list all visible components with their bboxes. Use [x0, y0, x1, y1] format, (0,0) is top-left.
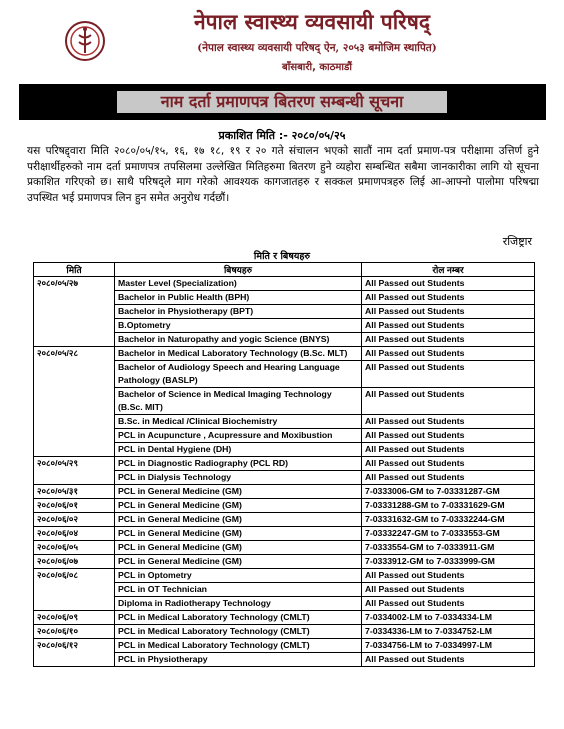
- subject-cell: PCL in General Medicine (GM): [115, 555, 362, 569]
- roll-number-cell: All Passed out Students: [362, 361, 535, 388]
- organization-location: बाँसबारी, काठमाडौं: [282, 62, 352, 73]
- date-cell: [34, 429, 115, 443]
- roll-number-cell: All Passed out Students: [362, 415, 535, 429]
- subject-cell: PCL in General Medicine (GM): [115, 485, 362, 499]
- date-cell: २०८०/०६/०२: [34, 513, 115, 527]
- roll-number-cell: All Passed out Students: [362, 333, 535, 347]
- subject-cell: Diploma in Radiotherapy Technology: [115, 597, 362, 611]
- subject-cell: Bachelor in Physiotherapy (BPT): [115, 305, 362, 319]
- roll-number-cell: All Passed out Students: [362, 291, 535, 305]
- date-cell: [34, 583, 115, 597]
- table-row: [34, 429, 535, 443]
- date-cell: [34, 319, 115, 333]
- date-cell: २०८०/०६/०१: [34, 499, 115, 513]
- date-cell: २०८०/०६/०९: [34, 611, 115, 625]
- header-date: मिति: [34, 263, 115, 277]
- roll-number-cell: 7-0333912-GM to 7-0333999-GM: [362, 555, 535, 569]
- subject-cell: Bachelor in Public Health (BPH): [115, 291, 362, 305]
- table-row: [34, 347, 535, 361]
- subject-cell: B.Optometry: [115, 319, 362, 333]
- date-cell: २०८०/०६/०५: [34, 541, 115, 555]
- subject-cell: PCL in Dialysis Technology: [115, 471, 362, 485]
- header-subject: बिषयहरु: [115, 263, 362, 277]
- roll-number-cell: All Passed out Students: [362, 471, 535, 485]
- table-row: [34, 583, 535, 597]
- table-row: [34, 555, 535, 569]
- subject-cell: Bachelor of Science in Medical Imaging Technology (B.Sc. MIT): [115, 388, 362, 415]
- roll-number-cell: All Passed out Students: [362, 457, 535, 471]
- roll-number-cell: All Passed out Students: [362, 277, 535, 291]
- distribution-table: [33, 262, 535, 667]
- subject-cell: PCL in Medical Laboratory Technology (CMLT): [115, 639, 362, 653]
- table-row: [34, 639, 535, 653]
- roll-number-cell: 7-0333006-GM to 7-03331287-GM: [362, 485, 535, 499]
- subject-cell: PCL in Medical Laboratory Technology (CMLT): [115, 611, 362, 625]
- date-cell: [34, 361, 115, 388]
- organization-name: नेपाल स्वास्थ्य व्यवसायी परिषद्: [193, 9, 431, 34]
- table-row: [34, 457, 535, 471]
- subject-cell: PCL in OT Technician: [115, 583, 362, 597]
- roll-number-cell: 7-0333554-GM to 7-0333911-GM: [362, 541, 535, 555]
- subject-cell: Bachelor in Naturopathy and yogic Science (BNYS): [115, 333, 362, 347]
- table-caption: मिति र बिषयहरु: [253, 251, 311, 262]
- roll-number-cell: All Passed out Students: [362, 569, 535, 583]
- roll-number-cell: 7-0334336-LM to 7-0334752-LM: [362, 625, 535, 639]
- subject-cell: B.Sc. in Medical /Clinical Biochemistry: [115, 415, 362, 429]
- subject-cell: Bachelor of Audiology Speech and Hearing Language Pathology (BASLP): [115, 361, 362, 388]
- date-cell: २०८०/०५/२८: [34, 347, 115, 361]
- date-cell: [34, 471, 115, 485]
- table-row: [34, 527, 535, 541]
- date-cell: [34, 388, 115, 415]
- roll-number-cell: All Passed out Students: [362, 319, 535, 333]
- table-row: [34, 569, 535, 583]
- date-cell: [34, 415, 115, 429]
- date-cell: [34, 291, 115, 305]
- published-date: प्रकाशित मिति :- २०८०/०५/२५: [218, 129, 346, 142]
- roll-number-cell: All Passed out Students: [362, 583, 535, 597]
- date-cell: २०८०/०६/१०: [34, 625, 115, 639]
- subject-cell: PCL in General Medicine (GM): [115, 499, 362, 513]
- date-cell: [34, 653, 115, 667]
- roll-number-cell: 7-0334002-LM to 7-0334334-LM: [362, 611, 535, 625]
- subject-cell: Master Level (Specialization): [115, 277, 362, 291]
- subject-cell: PCL in Medical Laboratory Technology (CMLT): [115, 625, 362, 639]
- roll-number-cell: All Passed out Students: [362, 597, 535, 611]
- roll-number-cell: All Passed out Students: [362, 653, 535, 667]
- roll-number-cell: All Passed out Students: [362, 388, 535, 415]
- roll-number-cell: All Passed out Students: [362, 429, 535, 443]
- table-row: [34, 611, 535, 625]
- organization-subtitle: (नेपाल स्वास्थ्य व्यवसायी परिषद् ऐन, २०५३ बमोजिम स्थापित): [197, 42, 437, 54]
- date-cell: २०८०/०५/२७: [34, 277, 115, 291]
- roll-number-cell: 7-03331288-GM to 7-03331629-GM: [362, 499, 535, 513]
- table-row: [34, 499, 535, 513]
- date-cell: २०८०/०५/३१: [34, 485, 115, 499]
- table-row: [34, 415, 535, 429]
- table-row: [34, 597, 535, 611]
- table-row: [34, 305, 535, 319]
- table-header-row: [34, 263, 535, 277]
- subject-cell: PCL in General Medicine (GM): [115, 541, 362, 555]
- subject-cell: PCL in Optometry: [115, 569, 362, 583]
- table-row: [34, 443, 535, 457]
- notice-paragraph: यस परिषद्द्वारा मिति २०८०/०५/१५, १६, १७ १८, १९ र २० गते संचालन भएको सातौं नाम दर्ता प्रमाण-पत्र परीक्षामा उत्तिर्ण हुने परीक्षार्थीहरुको नाम दर्ता प्रमाणपत्र तपसिलमा उल्लेखित मितिहरुमा बितरण हुने व्यहोरा सम्बन्धित सबैमा जानकारीका लागि यो सूचना प्रकाशित गरिएको छ। साथै परिषद्ले माग गरेको आवश्यक कागजातहरु र सक्कल प्रमाणपत्रहरु लिई आ-आफ्नो पालोमा परिषद्मा उपस्थित भई प्रमाणपत्र लिन हुन समेत अनुरोध गर्दछौं।: [27, 145, 539, 204]
- roll-number-cell: All Passed out Students: [362, 443, 535, 457]
- date-cell: २०८०/०६/०४: [34, 527, 115, 541]
- date-cell: [34, 305, 115, 319]
- roll-number-cell: All Passed out Students: [362, 347, 535, 361]
- roll-number-cell: 7-03332247-GM to 7-0333553-GM: [362, 527, 535, 541]
- date-cell: [34, 597, 115, 611]
- roll-number-cell: 7-0334756-LM to 7-0334997-LM: [362, 639, 535, 653]
- table-row: [34, 361, 535, 388]
- notice-title: नाम दर्ता प्रमाणपत्र बितरण सम्बन्धी सूचना: [117, 91, 447, 113]
- table-row: [34, 625, 535, 639]
- subject-cell: PCL in General Medicine (GM): [115, 527, 362, 541]
- subject-cell: PCL in General Medicine (GM): [115, 513, 362, 527]
- table-row: [34, 277, 535, 291]
- table-row: [34, 541, 535, 555]
- table-row: [34, 471, 535, 485]
- table-body: [34, 277, 535, 667]
- table-row: [34, 319, 535, 333]
- subject-cell: PCL in Diagnostic Radiography (PCL RD): [115, 457, 362, 471]
- table-row: [34, 653, 535, 667]
- table-row: [34, 333, 535, 347]
- date-cell: [34, 443, 115, 457]
- date-cell: २०८०/०६/०८: [34, 569, 115, 583]
- date-cell: २०८०/०६/०७: [34, 555, 115, 569]
- subject-cell: Bachelor in Medical Laboratory Technology (B.Sc. MLT): [115, 347, 362, 361]
- table-row: [34, 291, 535, 305]
- roll-number-cell: 7-03331632-GM to 7-03332244-GM: [362, 513, 535, 527]
- header-roll: रोल नम्बर: [362, 263, 535, 277]
- subject-cell: PCL in Physiotherapy: [115, 653, 362, 667]
- date-cell: २०८०/०६/१२: [34, 639, 115, 653]
- subject-cell: PCL in Dental Hygiene (DH): [115, 443, 362, 457]
- roll-number-cell: All Passed out Students: [362, 305, 535, 319]
- table-row: [34, 513, 535, 527]
- signatory: रजिष्ट्रार: [502, 235, 532, 248]
- table-row: [34, 485, 535, 499]
- date-cell: [34, 333, 115, 347]
- subject-cell: PCL in Acupuncture , Acupressure and Moxibustion: [115, 429, 362, 443]
- date-cell: २०८०/०५/२९: [34, 457, 115, 471]
- table-row: [34, 388, 535, 415]
